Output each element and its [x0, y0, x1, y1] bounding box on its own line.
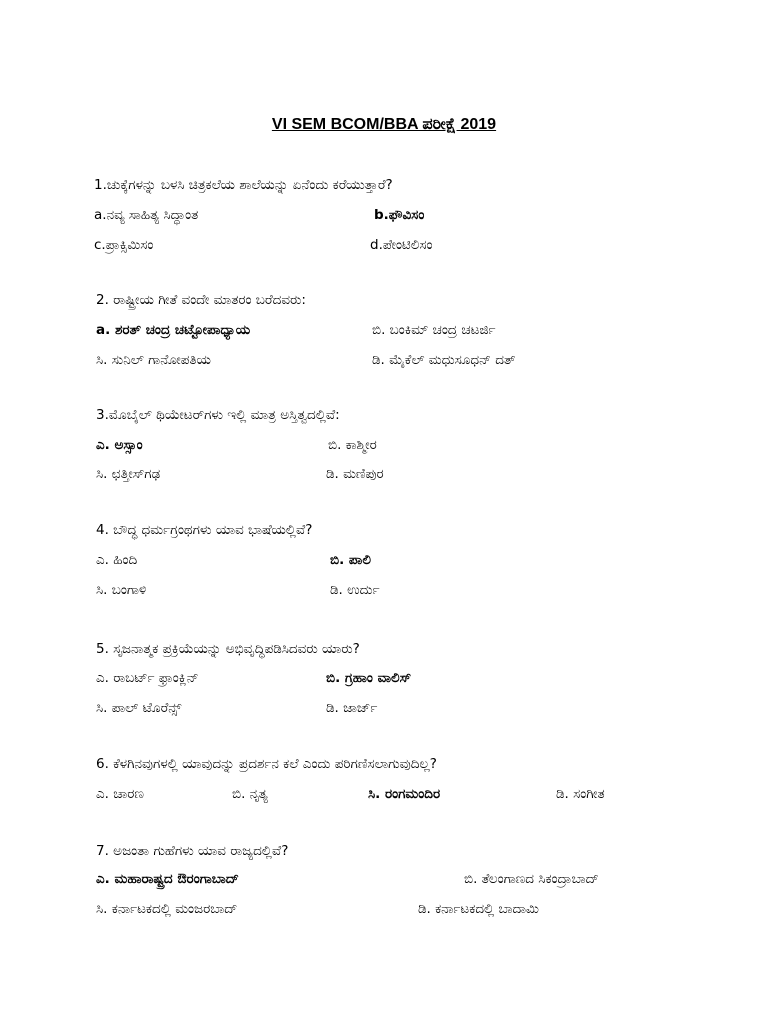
q6-option-a: ಎ. ಚಾರಣ	[96, 786, 144, 802]
q5-option-d: ಡಿ. ಜಾರ್ಜ್	[326, 700, 378, 716]
q2-option-d: ಡಿ. ಮೈಕೆಲ್ ಮಧುಸೂಧನ್ ದತ್	[372, 352, 516, 368]
question-7: 7. ಅಜಂತಾ ಗುಹೆಗಳು ಯಾವ ರಾಜ್ಯದಲ್ಲಿವೆ?	[96, 843, 289, 859]
q7-option-c: ಸಿ. ಕರ್ನಾಟಕದಲ್ಲಿ ಮಂಜರಬಾದ್	[96, 901, 238, 917]
q1-option-b: b.ಫೌವಿಸಂ	[374, 207, 425, 223]
question-6: 6. ಕೆಳಗಿನವುಗಳಲ್ಲಿ ಯಾವುದನ್ನು ಪ್ರದರ್ಶನ ಕಲೆ ಎಂದು ಪರಿಗಣಿಸಲಾಗುವುದಿಲ್ಲ?	[96, 756, 437, 772]
q3-option-a: ಎ. ಅಸ್ಸಾಂ	[96, 437, 143, 453]
question-1: 1.ಚುಕ್ಕೆಗಳನ್ನು ಬಳಸಿ ಚಿತ್ರಕಲೆಯ ಶಾಲೆಯನ್ನು ಏನೆಂದು ಕರೆಯುತ್ತಾರೆ?	[94, 177, 393, 193]
q5-option-c: ಸಿ. ಪಾಲ್ ಟೊರೆನ್ಸ್	[96, 700, 182, 716]
q6-option-d: ಡಿ. ಸಂಗೀತ	[556, 786, 605, 802]
q1-option-d: d.ಪೇಂಟಿಲಿಸಂ	[370, 237, 433, 253]
q4-option-a: ಎ. ಹಿಂದಿ	[96, 552, 138, 568]
page-title: VI SEM BCOM/BBA ಪರೀಕ್ಷೆ 2019	[271, 116, 497, 133]
q4-option-d: ಡಿ. ಉರ್ದು	[330, 582, 380, 598]
q3-option-d: ಡಿ. ಮಣಿಪುರ	[326, 466, 384, 482]
q1-option-a: a.ನವ್ಯ ಸಾಹಿತ್ಯ ಸಿದ್ಧಾಂತ	[94, 207, 199, 223]
question-2: 2. ರಾಷ್ಟ್ರೀಯ ಗೀತೆ ವಂದೇ ಮಾತರಂ ಬರೆದವರು:	[96, 292, 306, 308]
q4-option-c: ಸಿ. ಬಂಗಾಳಿ	[96, 582, 147, 598]
q3-option-b: ಬಿ. ಕಾಶ್ಮೀರ	[328, 437, 377, 453]
q2-option-b: ಬಿ. ಬಂಕಿಮ್ ಚಂದ್ರ ಚಟರ್ಜಿ	[372, 322, 496, 338]
q2-option-a: a. ಶರತ್ ಚಂದ್ರ ಚಟ್ಟೋಪಾಧ್ಯಾಯ	[96, 322, 251, 338]
question-4: 4. ಬೌದ್ಧ ಧರ್ಮಗ್ರಂಥಗಳು ಯಾವ ಭಾಷೆಯಲ್ಲಿವೆ?	[96, 522, 313, 538]
question-3: 3.ಮೊಬೈಲ್ ಥಿಯೇಟರ್‌ಗಳು ಇಲ್ಲಿ ಮಾತ್ರ ಅಸ್ತಿತ್ವದಲ್ಲಿವೆ:	[96, 407, 340, 423]
q5-option-a: ಎ. ರಾಬರ್ಟ್ ಫ್ರಾಂಕ್ಲಿನ್	[96, 670, 199, 686]
q7-option-d: ಡಿ. ಕರ್ನಾಟಕದಲ್ಲಿ ಬಾದಾಮಿ	[418, 901, 539, 917]
q4-option-b: ಬಿ. ಪಾಲಿ	[330, 552, 371, 568]
q3-option-c: ಸಿ. ಛತ್ತೀಸ್‌ಗಢ	[96, 466, 161, 482]
q5-option-b: ಬಿ. ಗ್ರಹಾಂ ವಾಲಿಸ್	[326, 670, 412, 686]
q2-option-c: ಸಿ. ಸುನಿಲ್ ಗಾನೋಪತಿಯ	[96, 352, 212, 368]
question-5: 5. ಸೃಜನಾತ್ಮಕ ಪ್ರಕ್ರಿಯೆಯನ್ನು ಅಭಿವೃದ್ಧಿಪಡಿಸಿದವರು ಯಾರು?	[96, 641, 360, 657]
q6-option-c: ಸಿ. ರಂಗಮಂದಿರ	[368, 786, 441, 802]
q7-option-a: ಎ. ಮಹಾರಾಷ್ಟ್ರದ ಔರಂಗಾಬಾದ್	[96, 871, 239, 887]
q1-option-c: c.ಪ್ರಾಕ್ಸಿಮಿಸಂ	[94, 237, 154, 253]
q7-option-b: ಬಿ. ತೆಲಂಗಾಣದ ಸಿಕಂದ್ರಾಬಾದ್	[464, 871, 599, 887]
q6-option-b: ಬಿ. ನೃತ್ಯ	[232, 786, 268, 802]
